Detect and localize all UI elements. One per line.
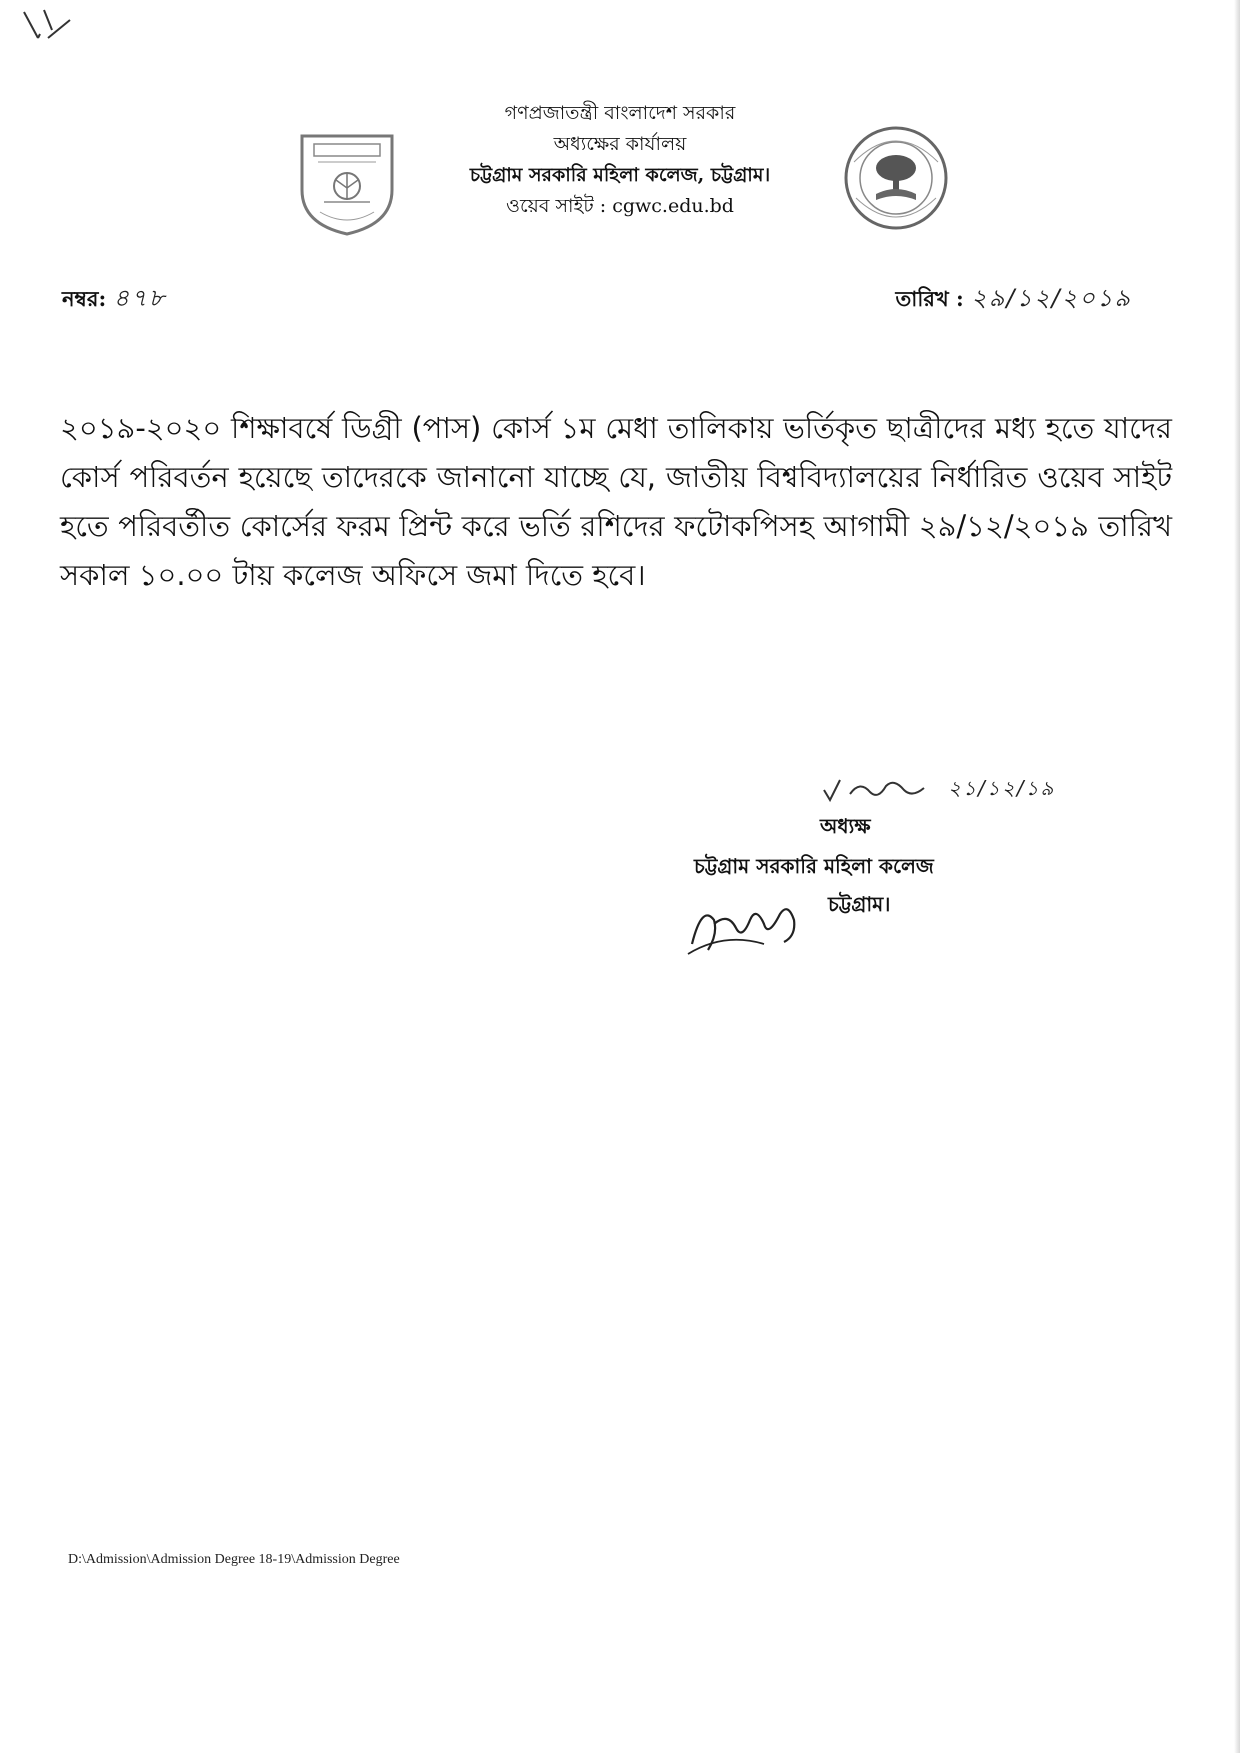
memo-date-value: ২৯/১২/২০১৯: [971, 284, 1132, 312]
scan-edge: [1234, 0, 1240, 1753]
signatory-title: অধ্যক্ষ: [820, 814, 871, 838]
memo-date: [896, 280, 1132, 320]
website-line: ওয়েব সাইট : cgwc.edu.bd: [506, 195, 734, 217]
memo-date-label: তারিখ :: [895, 286, 964, 311]
memo-number-value: ৪৭৮: [113, 284, 167, 312]
signatory-city: চট্টগ্রাম।: [828, 892, 891, 916]
office-name: অধ্যক্ষের কার্যালয়: [553, 133, 687, 155]
handwritten-signature-icon: [684, 884, 824, 964]
college-name: চট্টগ্রাম সরকারি মহিলা কলেজ, চট্টগ্রাম।: [469, 164, 771, 186]
memo-number: [62, 280, 166, 320]
government-name: গণপ্রজাতন্ত্রী বাংলাদেশ সরকার: [504, 102, 736, 124]
initials-note: [820, 770, 1060, 814]
signature-block: [694, 770, 1100, 960]
letterhead: [380, 98, 860, 222]
notice-body: ২০১৯-২০২০ শিক্ষাবর্ষে ডিগ্রী (পাস) কোর্স ১ম মেধা তালিকায় ভর্তিকৃত ছাত্রীদের মধ্য হতে যাদের কোর্স পরিবর্তন হয়েছে তাদেরকে জানানো যাচ্ছে যে, জাতীয় বিশ্ববিদ্যালয়ের নির্ধারিত ওয়েব সাইট হতে পরিবর্তীত কোর্সের ফরম প্রিন্ট করে ভর্তি রশিদের ফটোকপিসহ আগামী ২৯/১২/২০১৯ তারিখ সকাল ১০.০০ টায় কলেজ অফিসে জমা দিতে হবে।: [60, 411, 1172, 592]
initials-date: ২১/১২/১৯: [948, 776, 1056, 800]
signatory-college: চট্টগ্রাম সরকারি মহিলা কলেজ: [694, 854, 934, 878]
initials-scrawl-icon: [820, 770, 940, 810]
mujib-year-emblem-icon: [840, 122, 952, 234]
memo-number-label: নম্বর:: [62, 286, 107, 311]
file-path-footer: D:\Admission\Admission Degree 18-19\Admission Degree: [68, 1552, 400, 1567]
corner-tick-mark-icon: [18, 4, 78, 50]
